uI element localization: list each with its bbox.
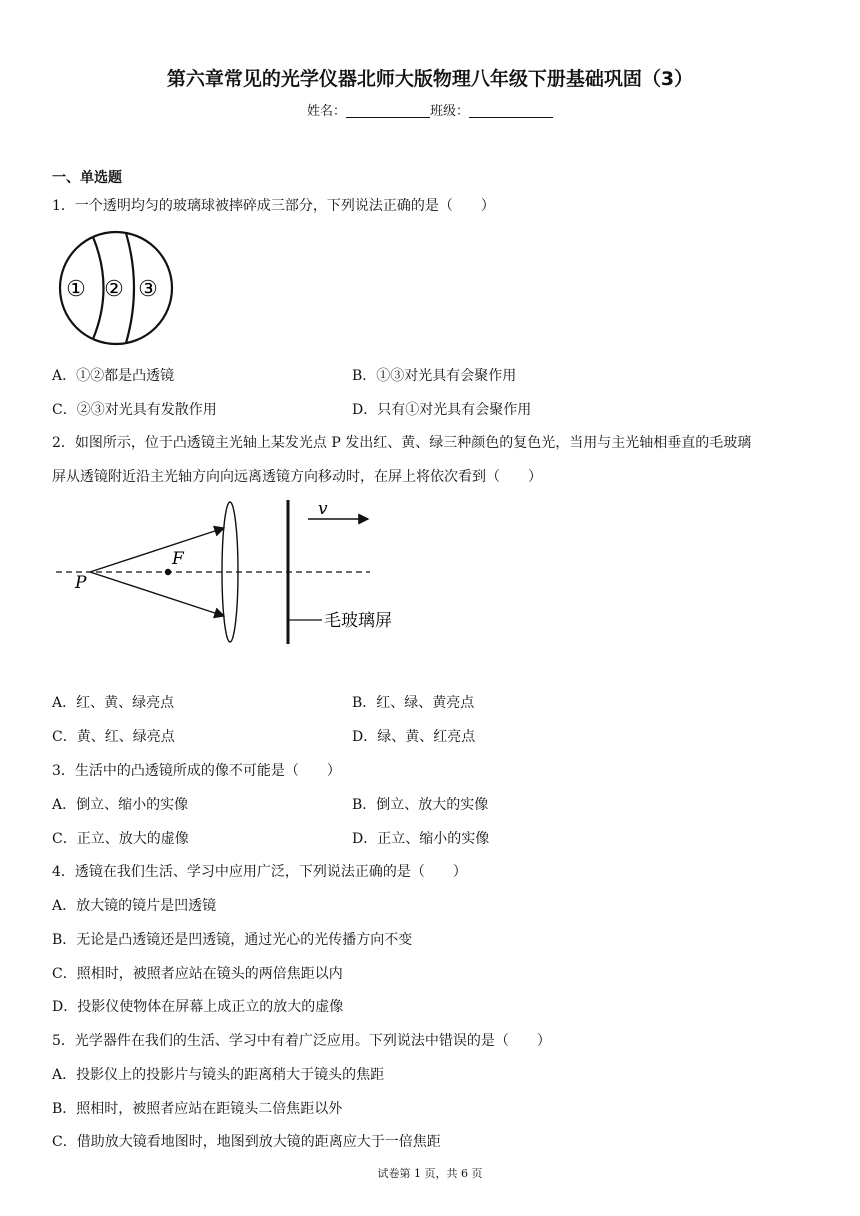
q2-option-a: A．红、黄、绿亮点 [52, 695, 175, 711]
fracture-line-2 [126, 233, 134, 343]
page-footer: 试卷第 1 页，共 6 页 [377, 1167, 483, 1180]
q2-option-b: B．红、绿、黄亮点 [352, 695, 475, 711]
q5-stem: 5．光学器件在我们的生活、学习中有着广泛应用。下列说法中错误的是（ ） [52, 1033, 551, 1049]
q4-option-a: A．放大镜的镜片是凹透镜 [52, 898, 217, 914]
q3-option-a: A．倒立、缩小的实像 [52, 797, 189, 813]
q5-option-a: A．投影仪上的投影片与镜头的距离稍大于镜头的焦距 [52, 1067, 385, 1083]
q4-option-b: B．无论是凸透镜还是凹透镜，通过光心的光传播方向不变 [52, 932, 413, 948]
focus-label: F [172, 549, 184, 569]
q3-option-c: C．正立、放大的虚像 [52, 831, 189, 847]
screen-label: 毛玻璃屏 [324, 611, 392, 631]
q2-option-d: D．绿、黄、红亮点 [352, 729, 476, 745]
q1-option-c: C．②③对光具有发散作用 [52, 402, 217, 418]
point-p-label: P [75, 573, 87, 593]
part-label-2: ② [104, 277, 124, 302]
q2-option-c: C．黄、红、绿亮点 [52, 729, 175, 745]
name-label: 姓名： [306, 104, 346, 119]
q4-option-d: D．投影仪使物体在屏幕上成正立的放大的虚像 [52, 999, 344, 1015]
q1-stem: 1．一个透明均匀的玻璃球被摔碎成三部分，下列说法正确的是（ ） [52, 198, 495, 214]
q4-option-c: C．照相时，被照者应站在镜头的两倍焦距以内 [52, 966, 343, 982]
q5-option-b: B．照相时，被照者应站在距镜头二倍焦距以外 [52, 1101, 343, 1117]
part-label-3: ③ [138, 277, 158, 302]
part-label-1: ① [66, 277, 86, 302]
q3-stem: 3．生活中的凸透镜所成的像不可能是（ ） [52, 763, 341, 779]
section-heading: 一、单选题 [52, 170, 122, 186]
ray-lower [90, 572, 224, 616]
focus-point [165, 569, 171, 575]
name-class-line [0, 100, 860, 119]
q2-stem-line1: 2．如图所示，位于凸透镜主光轴上某发光点 P 发出红、黄、绿三种颜色的复色光，当用与主光轴相垂直的毛玻璃 [52, 435, 752, 451]
fracture-line-1 [93, 237, 104, 339]
velocity-label: v [318, 499, 328, 519]
q4-stem: 4．透镜在我们生活、学习中应用广泛，下列说法正确的是（ ） [52, 864, 467, 880]
q2-lens-diagram [52, 496, 412, 651]
q5-option-c: C．借助放大镜看地图时，地图到放大镜的距离应大于一倍焦距 [52, 1134, 441, 1150]
q3-option-d: D．正立、缩小的实像 [352, 831, 490, 847]
q2-stem-line2: 屏从透镜附近沿主光轴方向向远离透镜方向移动时，在屏上将依次看到（ ） [52, 469, 542, 485]
class-blank [469, 103, 553, 118]
q1-glass-ball-figure [56, 228, 176, 348]
q3-option-b: B．倒立、放大的实像 [352, 797, 489, 813]
q1-option-b: B．①③对光具有会聚作用 [352, 368, 517, 384]
class-label: 班级： [430, 104, 470, 119]
q1-option-a: A．①②都是凸透镜 [52, 368, 175, 384]
q1-option-d: D．只有①对光具有会聚作用 [352, 402, 532, 418]
name-blank [346, 103, 430, 118]
page-title: 第六章常见的光学仪器北师大版物理八年级下册基础巩固（3） [166, 68, 694, 90]
ray-upper [90, 528, 224, 572]
